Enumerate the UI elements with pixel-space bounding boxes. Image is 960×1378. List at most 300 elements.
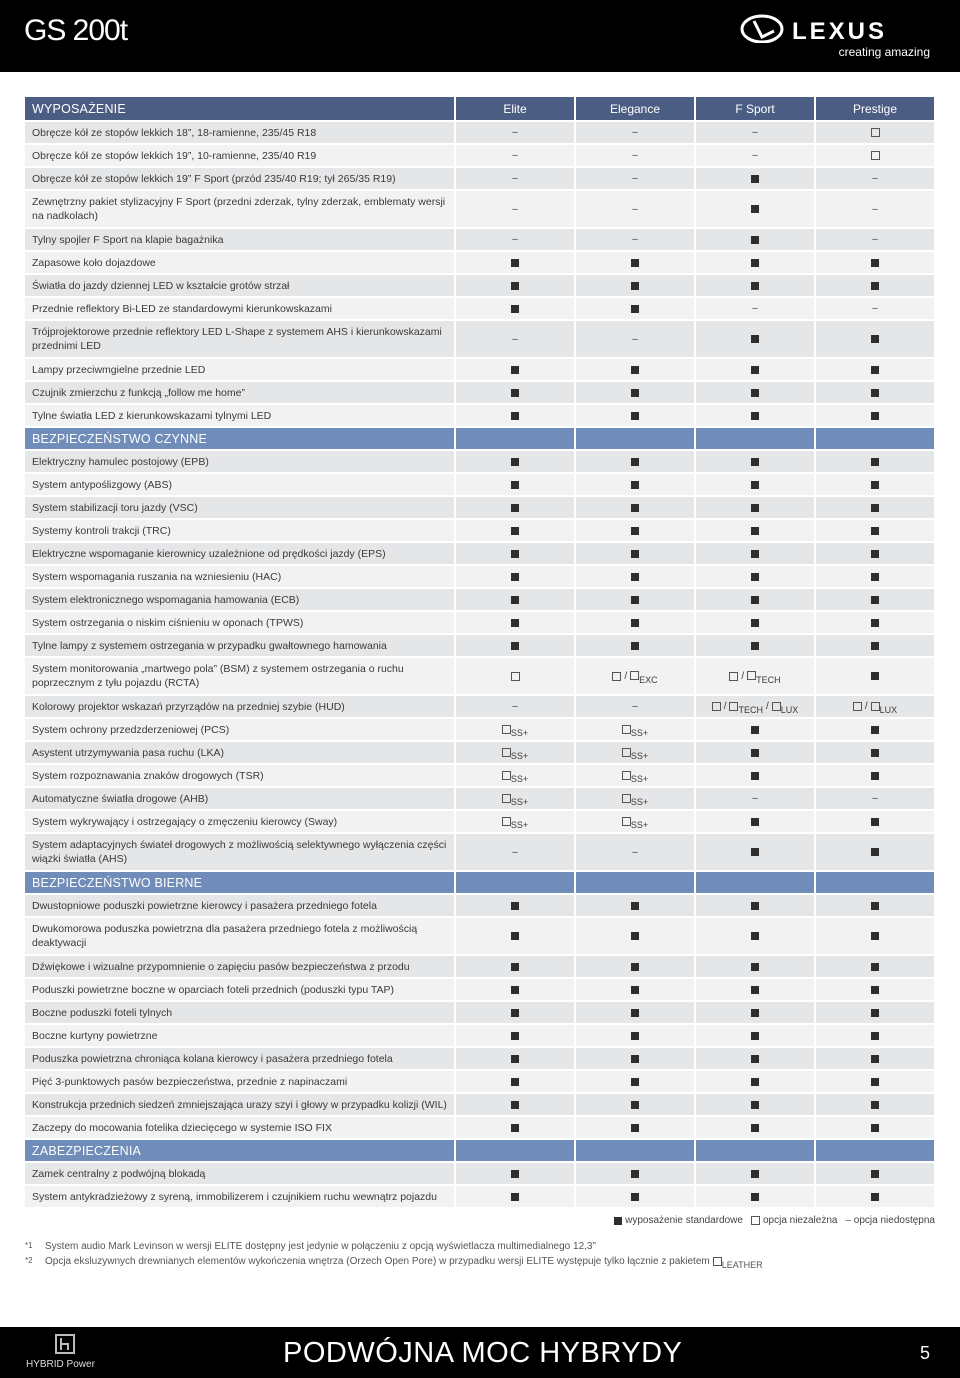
standard-mark-icon [631, 932, 639, 940]
availability-cell [456, 321, 574, 357]
standard-mark-icon [871, 259, 879, 267]
availability-cell [576, 834, 694, 870]
legend-standard [614, 1215, 743, 1226]
standard-mark-icon [751, 1193, 759, 1201]
standard-mark-icon [511, 986, 519, 994]
unavailable-mark: – [512, 173, 518, 184]
availability-cell [456, 497, 574, 518]
availability-cell [696, 788, 814, 809]
standard-mark-icon [631, 389, 639, 397]
standard-mark-icon [511, 366, 519, 374]
availability-cell [816, 191, 934, 227]
standard-mark-icon [871, 1009, 879, 1017]
optional-mark-icon [612, 672, 621, 681]
package-option [502, 724, 529, 738]
optional-mark-icon [502, 748, 511, 757]
equipment-name: Konstrukcja przednich siedzeń zmniejszająca urazy szyi i głowy w przypadku kolizji (WIL) [25, 1094, 454, 1115]
standard-mark-icon [511, 1032, 519, 1040]
availability-cell [456, 895, 574, 916]
standard-mark-icon [871, 1101, 879, 1109]
standard-mark-icon [511, 259, 519, 267]
legend [606, 1215, 935, 1226]
table-row [25, 359, 935, 380]
availability-cell [816, 566, 934, 587]
availability-cell [696, 635, 814, 656]
standard-mark-icon [751, 772, 759, 780]
standard-mark-icon [511, 573, 519, 581]
availability-cell [696, 1071, 814, 1092]
standard-mark-icon [871, 672, 879, 680]
standard-mark-icon [751, 527, 759, 535]
footnote-text: Opcja eksluzywnych drewnianych elementów wykończenia wnętrza (Orzech Open Pore) w przypadku wersji ELITE występuje tylko łącznie z pakietem [45, 1256, 710, 1267]
availability-cell [576, 1025, 694, 1046]
availability-cell [696, 811, 814, 832]
standard-mark-icon [871, 986, 879, 994]
standard-mark-icon [751, 932, 759, 940]
table-row [25, 1186, 935, 1207]
availability-cell [456, 122, 574, 143]
standard-mark-icon [751, 205, 759, 213]
hybrid-h-icon [54, 1333, 76, 1355]
unavailable-mark: – [872, 303, 878, 314]
availability-cell [456, 612, 574, 633]
option-separator: / [864, 701, 868, 712]
availability-cell [576, 145, 694, 166]
section-filler [576, 872, 694, 893]
standard-mark-icon [871, 573, 879, 581]
optional-mark-icon [729, 672, 738, 681]
optional-mark-icon [713, 1257, 722, 1266]
unavailable-mark: – [872, 173, 878, 184]
equipment-name: Poduszka powietrzna chroniąca kolana kierowcy i pasażera przedniego fotela [25, 1048, 454, 1069]
availability-cell [456, 658, 574, 694]
package-option [502, 770, 529, 784]
standard-mark-icon [751, 619, 759, 627]
optional-mark-icon [712, 702, 721, 711]
availability-cell [576, 956, 694, 977]
availability-cell [816, 719, 934, 740]
table-row [25, 811, 935, 832]
footnote-1 [25, 1241, 763, 1256]
availability-cell [696, 1117, 814, 1138]
availability-cell [576, 382, 694, 403]
standard-mark-icon [751, 642, 759, 650]
section-header-row [25, 428, 935, 449]
standard-mark-icon [511, 1009, 519, 1017]
section-filler [696, 872, 814, 893]
availability-cell [456, 811, 574, 832]
unavailable-mark: – [872, 234, 878, 245]
standard-mark-icon [871, 1078, 879, 1086]
standard-mark-icon [871, 504, 879, 512]
availability-cell [816, 1025, 934, 1046]
availability-cell [456, 834, 574, 870]
column-header-trim: Elegance [576, 97, 694, 120]
optional-mark-icon [871, 702, 880, 711]
package-option [713, 1256, 763, 1270]
availability-cell [576, 191, 694, 227]
availability-cell [816, 229, 934, 250]
availability-cell [576, 1163, 694, 1184]
optional-mark-icon [502, 725, 511, 734]
availability-cell [696, 1094, 814, 1115]
availability-cell [456, 696, 574, 717]
equipment-name: Zapasowe koło dojazdowe [25, 252, 454, 273]
equipment-name: Obręcze kół ze stopów lekkich 19” F Sport (przód 235/40 R19; tył 265/35 R19) [25, 168, 454, 189]
hybrid-badge [26, 1333, 101, 1371]
availability-cell [816, 252, 934, 273]
unavailable-mark: – [512, 234, 518, 245]
availability-cell [816, 1048, 934, 1069]
equipment-name: Systemy kontroli trakcji (TRC) [25, 520, 454, 541]
table-row [25, 742, 935, 763]
availability-cell [696, 566, 814, 587]
standard-mark-icon [511, 1124, 519, 1132]
table-row [25, 918, 935, 954]
unavailable-mark: – [752, 303, 758, 314]
availability-cell [696, 122, 814, 143]
optional-mark-icon [502, 817, 511, 826]
package-code: SS+ [510, 774, 529, 784]
equipment-name: Lampy przeciwmgielne przednie LED [25, 359, 454, 380]
equipment-name: System monitorowania „martwego pola” (BSM) z systemem ostrzegania o ruchu poprzecznym z tyłu pojazdu (RCTA) [25, 658, 454, 694]
standard-mark-icon [751, 1078, 759, 1086]
availability-cell [576, 696, 694, 717]
equipment-name: Czujnik zmierzchu z funkcją „follow me home” [25, 382, 454, 403]
table-row [25, 252, 935, 273]
standard-mark-icon [631, 573, 639, 581]
standard-mark-icon [751, 986, 759, 994]
page-number: 5 [919, 1343, 930, 1363]
availability-cell [696, 497, 814, 518]
availability-cell [696, 895, 814, 916]
standard-mark-icon [511, 963, 519, 971]
package-code: SS+ [630, 774, 649, 784]
standard-mark-icon [871, 818, 879, 826]
availability-cell [816, 451, 934, 472]
package-code: EXC [639, 674, 658, 685]
availability-cell [456, 382, 574, 403]
standard-mark-icon [871, 772, 879, 780]
table-row [25, 451, 935, 472]
package-code: SS+ [510, 751, 529, 761]
equipment-name: Dwustopniowe poduszki powietrzne kierowcy i pasażera przedniego fotela [25, 895, 454, 916]
unavailable-mark: – [632, 234, 638, 245]
equipment-name: Zamek centralny z podwójną blokadą [25, 1163, 454, 1184]
standard-mark-icon [751, 1009, 759, 1017]
table-row [25, 719, 935, 740]
standard-mark-icon [511, 1078, 519, 1086]
column-header-equipment: WYPOSAŻENIE [25, 97, 454, 120]
availability-cell [576, 918, 694, 954]
availability-cell [576, 1186, 694, 1207]
table-row [25, 696, 935, 717]
standard-mark-icon [631, 963, 639, 971]
standard-mark-icon [751, 1055, 759, 1063]
equipment-name: Obręcze kół ze stopów lekkich 18”, 18-ramienne, 235/45 R18 [25, 122, 454, 143]
unavailable-mark: – [632, 203, 638, 215]
table-row [25, 1071, 935, 1092]
standard-mark-icon [871, 932, 879, 940]
availability-cell [456, 956, 574, 977]
option-separator: / [741, 670, 745, 682]
standard-mark-icon [751, 1170, 759, 1178]
standard-mark-icon [751, 282, 759, 290]
standard-mark-icon [511, 389, 519, 397]
unavailable-mark: – [872, 203, 878, 215]
top-bar [0, 0, 960, 72]
table-row [25, 122, 935, 143]
table-row [25, 612, 935, 633]
availability-cell [576, 497, 694, 518]
standard-mark-icon [871, 902, 879, 910]
optional-mark-icon [747, 671, 756, 680]
standard-mark-icon [631, 986, 639, 994]
package-code: SS+ [510, 797, 529, 807]
availability-cell [696, 145, 814, 166]
availability-cell [456, 1094, 574, 1115]
standard-mark-icon [871, 1170, 879, 1178]
availability-cell [576, 1094, 694, 1115]
package-option [502, 816, 529, 830]
equipment-name: Poduszki powietrzne boczne w oparciach foteli przednich (poduszki typu TAP) [25, 979, 454, 1000]
package-code: SS+ [630, 728, 649, 738]
availability-cell [696, 168, 814, 189]
legend-unavailable-label: – opcja niedostępna [845, 1215, 935, 1226]
availability-cell [696, 956, 814, 977]
unavailable-mark: – [512, 701, 518, 712]
standard-mark-icon [631, 902, 639, 910]
legend-unavailable [845, 1215, 935, 1226]
standard-mark-icon [871, 963, 879, 971]
standard-mark-icon [631, 642, 639, 650]
standard-mark-icon [751, 389, 759, 397]
standard-mark-icon [751, 259, 759, 267]
table-row [25, 321, 935, 357]
availability-cell [576, 612, 694, 633]
package-option [747, 671, 781, 685]
standard-mark-icon [511, 1193, 519, 1201]
table-row [25, 191, 935, 227]
table-row [25, 979, 935, 1000]
availability-cell [576, 298, 694, 319]
standard-mark-icon [871, 412, 879, 420]
availability-cell [816, 589, 934, 610]
unavailable-mark: – [512, 333, 518, 345]
standard-mark-icon [631, 1193, 639, 1201]
standard-mark-icon [751, 902, 759, 910]
section-header-row [25, 872, 935, 893]
standard-mark-icon [751, 1101, 759, 1109]
standard-mark-icon [751, 335, 759, 343]
standard-mark-icon [631, 366, 639, 374]
section-filler [696, 428, 814, 449]
availability-cell [816, 145, 934, 166]
standard-mark-icon [511, 458, 519, 466]
standard-mark-icon [871, 1193, 879, 1201]
standard-mark-icon [631, 527, 639, 535]
standard-mark-icon [511, 550, 519, 558]
standard-mark-icon [871, 282, 879, 290]
availability-cell [576, 1002, 694, 1023]
availability-cell [696, 719, 814, 740]
availability-cell [456, 359, 574, 380]
standard-mark-icon [751, 481, 759, 489]
availability-cell [696, 1025, 814, 1046]
section-filler [816, 1140, 934, 1161]
availability-cell [456, 918, 574, 954]
option-separator: / [624, 670, 628, 682]
optional-mark-icon [751, 1216, 760, 1225]
table-row [25, 229, 935, 250]
availability-cell [816, 918, 934, 954]
standard-mark-icon [751, 236, 759, 244]
section-filler [816, 872, 934, 893]
availability-cell [696, 834, 814, 870]
footnote-mark: *1 [25, 1241, 33, 1250]
availability-cell [816, 1186, 934, 1207]
availability-cell [696, 658, 814, 694]
standard-mark-icon [631, 1055, 639, 1063]
availability-cell [816, 635, 934, 656]
availability-cell [696, 979, 814, 1000]
package-option [502, 793, 529, 807]
equipment-name: System ochrony przedzderzeniowej (PCS) [25, 719, 454, 740]
package-code: SS+ [510, 728, 529, 738]
optional-mark-icon [622, 748, 631, 757]
standard-mark-icon [871, 366, 879, 374]
section-filler [816, 428, 934, 449]
table-row [25, 1002, 935, 1023]
package-option [622, 770, 649, 784]
hybrid-power-label: HYBRID Power [26, 1359, 95, 1370]
equipment-name: System wspomagania ruszania na wzniesieniu (HAC) [25, 566, 454, 587]
availability-cell [816, 788, 934, 809]
unavailable-mark: – [512, 127, 518, 138]
equipment-name: Przednie reflektory Bi-LED ze standardowymi kierunkowskazami [25, 298, 454, 319]
availability-cell [456, 979, 574, 1000]
footnotes [25, 1241, 763, 1271]
standard-mark-icon [751, 596, 759, 604]
availability-cell [576, 765, 694, 786]
standard-mark-icon [631, 412, 639, 420]
section-title: BEZPIECZEŃSTWO CZYNNE [25, 428, 454, 449]
model-title: GS 200t [24, 14, 128, 47]
standard-mark-icon [631, 458, 639, 466]
standard-mark-icon [511, 527, 519, 535]
section-header-row [25, 1140, 935, 1161]
table-row [25, 474, 935, 495]
brand-wordmark: LEXUS [792, 18, 888, 43]
availability-cell [456, 229, 574, 250]
equipment-name: System wykrywający i ostrzegający o zmęczeniu kierowcy (Sway) [25, 811, 454, 832]
standard-mark-icon [511, 481, 519, 489]
table-row [25, 275, 935, 296]
standard-mark-icon [871, 1055, 879, 1063]
equipment-name: Światła do jazdy dziennej LED w kształcie grotów strzał [25, 275, 454, 296]
optional-mark-icon [772, 702, 781, 711]
standard-mark-icon [871, 481, 879, 489]
standard-mark-icon [631, 1101, 639, 1109]
optional-mark-icon [853, 702, 862, 711]
optional-mark-icon [630, 671, 639, 680]
availability-cell [816, 520, 934, 541]
unavailable-mark: – [632, 173, 638, 184]
table-row [25, 145, 935, 166]
brand-tagline: creating amazing [838, 45, 930, 59]
equipment-name: Boczne poduszki foteli tylnych [25, 1002, 454, 1023]
availability-cell [816, 612, 934, 633]
availability-cell [456, 1117, 574, 1138]
standard-mark-icon [871, 458, 879, 466]
availability-cell [696, 612, 814, 633]
column-header-trim: Prestige [816, 97, 934, 120]
table-row [25, 1117, 935, 1138]
table-row [25, 589, 935, 610]
availability-cell [696, 382, 814, 403]
equipment-name: Elektryczny hamulec postojowy (EPB) [25, 451, 454, 472]
availability-cell [816, 321, 934, 357]
availability-cell [816, 405, 934, 426]
availability-cell [696, 229, 814, 250]
standard-mark-icon [751, 412, 759, 420]
unavailable-mark: – [752, 150, 758, 161]
footnote-mark: *2 [25, 1256, 33, 1265]
availability-cell [456, 275, 574, 296]
equipment-name: System ostrzegania o niskim ciśnieniu w oponach (TPWS) [25, 612, 454, 633]
table-row [25, 405, 935, 426]
standard-mark-icon [871, 389, 879, 397]
equipment-name: System adaptacyjnych świateł drogowych z możliwością selektywnego wyłączenia części wiązki światła (AHS) [25, 834, 454, 870]
standard-mark-icon [511, 504, 519, 512]
section-filler [456, 428, 574, 449]
package-code: LUX [879, 705, 898, 715]
availability-cell [576, 229, 694, 250]
availability-cell [576, 658, 694, 694]
availability-cell [576, 252, 694, 273]
standard-mark-icon [751, 366, 759, 374]
standard-mark-icon [511, 1101, 519, 1109]
brand-block [740, 13, 930, 61]
availability-cell [696, 275, 814, 296]
optional-mark-icon [871, 151, 880, 160]
legend-optional-label: opcja niezależna [762, 1215, 838, 1226]
table-row [25, 566, 935, 587]
standard-mark-icon [871, 642, 879, 650]
standard-mark-icon [511, 282, 519, 290]
standard-mark-icon [871, 527, 879, 535]
standard-mark-icon [631, 282, 639, 290]
table-row [25, 1163, 935, 1184]
standard-mark-icon [631, 259, 639, 267]
availability-cell [696, 298, 814, 319]
standard-mark-icon [631, 1032, 639, 1040]
optional-mark-icon [502, 794, 511, 803]
equipment-name: Tylne lampy z systemem ostrzegania w przypadku gwałtownego hamowania [25, 635, 454, 656]
equipment-name: Zaczepy do mocowania fotelika dziecięcego w systemie ISO FIX [25, 1117, 454, 1138]
standard-mark-icon [511, 619, 519, 627]
availability-cell [576, 275, 694, 296]
optional-mark-icon [622, 794, 631, 803]
table-row [25, 956, 935, 977]
availability-cell [816, 1117, 934, 1138]
bottom-bar [0, 1327, 960, 1378]
equipment-name: Dwukomorowa poduszka powietrzna dla pasażera przedniego fotela z możliwością deaktywacji [25, 918, 454, 954]
availability-cell [816, 543, 934, 564]
availability-cell [456, 566, 574, 587]
standard-mark-icon [751, 175, 759, 183]
standard-mark-icon [631, 1009, 639, 1017]
